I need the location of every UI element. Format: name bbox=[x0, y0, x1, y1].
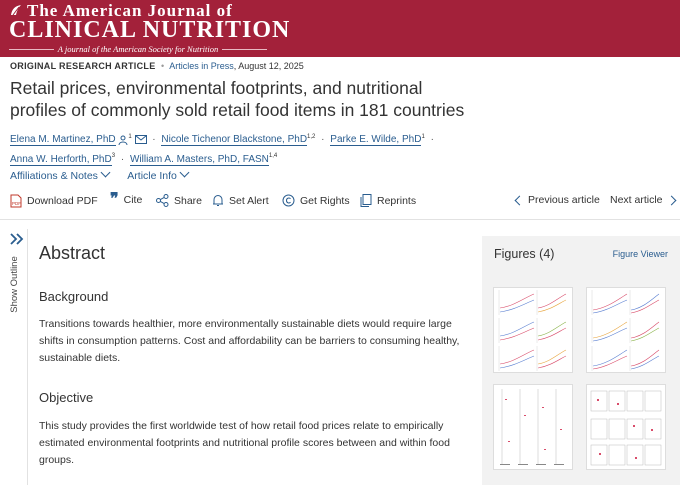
figures-heading: Figures (4) bbox=[494, 247, 555, 261]
objective-text: This study provides the first worldwide test of how retail food prices relate to empirically estimated environmental footprints and nutritional profile scores between and within food groups. bbox=[39, 420, 450, 466]
figure-viewer-link[interactable]: Figure Viewer bbox=[612, 249, 668, 259]
chevron-right-icon bbox=[666, 195, 676, 205]
download-pdf-button[interactable] bbox=[10, 194, 98, 208]
author-list bbox=[10, 129, 490, 168]
article-info-label[interactable]: Article Info bbox=[127, 170, 177, 182]
author-sup: 1 bbox=[421, 134, 425, 140]
abstract-heading: Abstract bbox=[39, 243, 106, 263]
article-info-toggle[interactable] bbox=[127, 170, 188, 182]
author-separator: · bbox=[152, 134, 156, 146]
objective-heading: Objective bbox=[39, 390, 94, 405]
show-outline-label: Show Outline bbox=[8, 256, 20, 313]
next-article-label: Next article bbox=[610, 194, 663, 206]
copyright-icon bbox=[282, 194, 295, 207]
svg-text:PDF: PDF bbox=[12, 201, 21, 206]
journal-subtitle-text: A journal of the American Society for Nutrition bbox=[57, 44, 219, 54]
articles-in-press-link[interactable]: Articles in Press bbox=[169, 61, 234, 71]
figure-thumbnail-image bbox=[587, 288, 665, 372]
get-rights-label: Get Rights bbox=[300, 194, 350, 207]
figure-thumbnail[interactable] bbox=[586, 287, 666, 373]
bell-icon bbox=[212, 194, 224, 207]
person-icon[interactable] bbox=[118, 135, 128, 145]
chevron-down-icon bbox=[179, 168, 189, 178]
quote-icon: ❞ bbox=[110, 191, 119, 208]
article-type: ORIGINAL RESEARCH ARTICLE bbox=[10, 61, 156, 71]
logo-icon bbox=[9, 3, 23, 17]
chevron-left-icon bbox=[515, 195, 525, 205]
author-link[interactable]: William A. Masters, PhD, FASN bbox=[129, 153, 269, 165]
author-separator: · bbox=[430, 134, 434, 146]
author-sup: 1 bbox=[128, 134, 132, 140]
background-text: Transitions towards healthier, more environmentally sustainable diets would require large shifts in consumption patterns. Cost and affordability can be barriers to consuming healthy, sustainable diets. bbox=[39, 318, 460, 364]
set-alert-button[interactable] bbox=[212, 194, 269, 207]
share-icon bbox=[156, 194, 169, 207]
author-link[interactable]: Anna W. Herforth, PhD bbox=[10, 153, 112, 165]
get-rights-button[interactable] bbox=[282, 194, 350, 207]
meta-comma: , bbox=[233, 61, 239, 71]
article-toolbar bbox=[10, 191, 680, 212]
outline-divider bbox=[27, 229, 28, 485]
figure-thumbnail-image bbox=[494, 385, 572, 469]
envelope-icon[interactable] bbox=[135, 135, 147, 144]
cite-button[interactable] bbox=[110, 191, 143, 208]
figure-thumbnail-image bbox=[494, 288, 572, 372]
journal-name-line1: The American Journal of bbox=[27, 1, 233, 20]
figure-thumbnail-image bbox=[587, 385, 665, 469]
reprints-button[interactable] bbox=[360, 194, 416, 207]
author-sup: 1,2 bbox=[307, 134, 316, 140]
previous-article-label: Previous article bbox=[528, 194, 600, 206]
article-title: Retail prices, environmental footprints, and nutritional profiles of commonly sold retail food items in 181 countries bbox=[10, 78, 465, 120]
next-article-button[interactable] bbox=[610, 194, 675, 206]
toolbar-divider bbox=[0, 219, 680, 220]
figure-thumbnail[interactable] bbox=[586, 384, 666, 470]
double-chevron-icon bbox=[10, 233, 24, 245]
background-heading: Background bbox=[39, 289, 109, 304]
article-date: August 12, 2025 bbox=[238, 61, 304, 71]
share-label: Share bbox=[174, 194, 203, 207]
figure-thumbnail[interactable] bbox=[493, 384, 573, 470]
journal-name-line2: CLINICAL NUTRITION bbox=[9, 17, 291, 43]
figure-thumbnail[interactable] bbox=[493, 287, 573, 373]
download-pdf-label: Download PDF bbox=[27, 195, 98, 207]
show-outline-toggle[interactable] bbox=[8, 229, 26, 319]
info-links bbox=[10, 170, 204, 182]
cite-label: Cite bbox=[123, 194, 143, 206]
reprints-label: Reprints bbox=[377, 194, 417, 207]
journal-banner[interactable] bbox=[0, 0, 680, 57]
article-meta bbox=[10, 61, 304, 71]
share-button[interactable] bbox=[156, 194, 202, 207]
author-sup: 1,4 bbox=[268, 153, 278, 160]
figures-panel bbox=[482, 236, 680, 485]
reprints-icon bbox=[360, 194, 372, 207]
author-separator: · bbox=[321, 134, 325, 146]
chevron-down-icon bbox=[100, 168, 110, 178]
author-link[interactable]: Parke E. Wilde, PhD bbox=[330, 134, 422, 146]
author-link[interactable]: Nicole Tichenor Blackstone, PhD bbox=[161, 134, 308, 146]
affiliations-label[interactable]: Affiliations & Notes bbox=[10, 170, 98, 182]
pdf-icon bbox=[10, 194, 22, 208]
set-alert-label: Set Alert bbox=[229, 194, 269, 207]
affiliations-toggle[interactable] bbox=[10, 170, 109, 182]
author-separator: · bbox=[120, 153, 125, 165]
author-sup: 3 bbox=[111, 153, 116, 160]
previous-article-button[interactable] bbox=[516, 194, 600, 206]
meta-separator: • bbox=[161, 61, 165, 71]
journal-subtitle bbox=[9, 44, 267, 54]
author-link[interactable]: Elena M. Martinez, PhD bbox=[10, 134, 116, 146]
